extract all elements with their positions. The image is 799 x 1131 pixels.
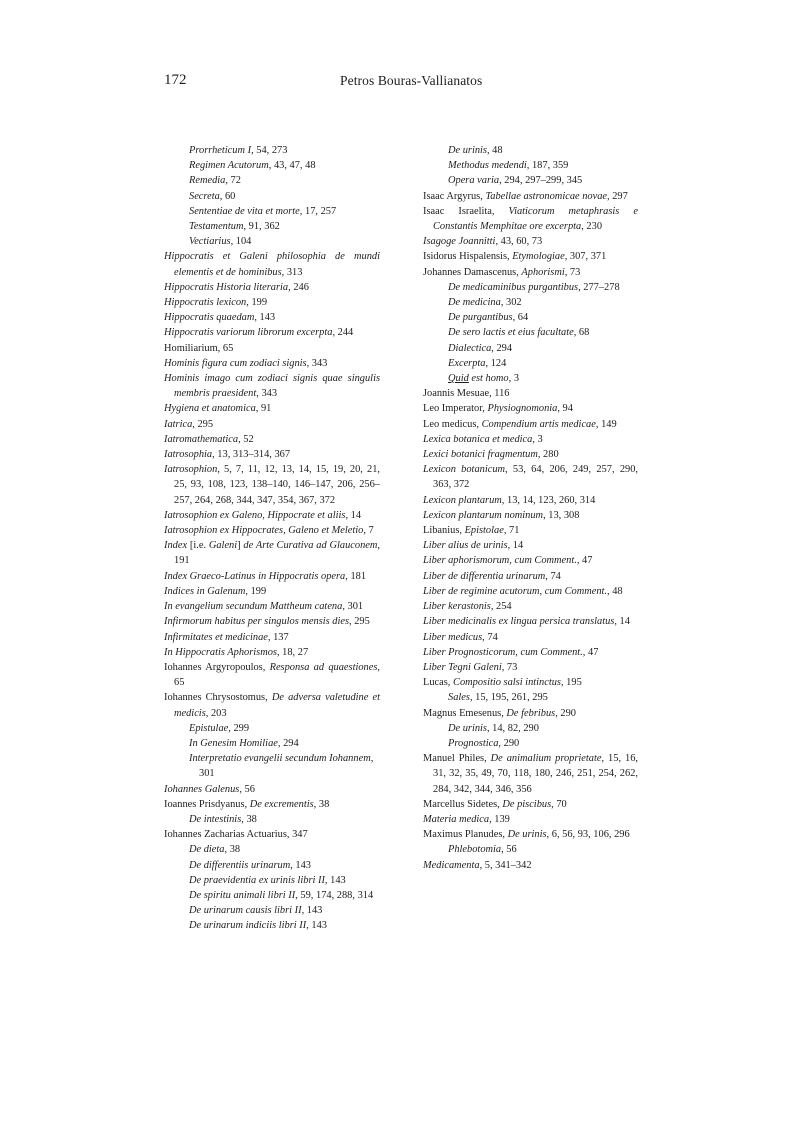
- entry-text: , 187, 359: [526, 160, 569, 172]
- entry-title-text: Medicamenta: [423, 859, 480, 871]
- entry-title-text: Hippocratis et Galeni philosophia de mundi elementis et de hominibus: [164, 251, 380, 278]
- entry-text: , 60: [219, 190, 236, 202]
- entry-text: Marcellus Sidetes,: [423, 798, 503, 810]
- entry-title-text: De sero lactis et eius facultate: [448, 327, 574, 339]
- entry-text: , 15, 195, 261, 295: [469, 692, 548, 704]
- entry-title-text: Lexicon plantarum: [423, 494, 502, 506]
- entry-text: , 18, 27: [276, 646, 309, 658]
- index-subentry: [164, 234, 380, 249]
- entry-title-text: Sententiae de vita et morte: [189, 205, 300, 217]
- index-entry: [423, 234, 638, 249]
- index-entry: [423, 812, 638, 827]
- index-entry: [164, 249, 380, 279]
- entry-title-text: Epistulae: [189, 722, 229, 734]
- entry-title-text: Hygiena et anatomica: [164, 403, 256, 415]
- entry-title-text: De medicaminibus purgantibus: [448, 281, 579, 293]
- entry-title-text: Galeni: [208, 540, 238, 552]
- index-subentry: [423, 356, 638, 371]
- entry-title-text: Infirmitates et medicinae: [164, 631, 268, 643]
- entry-text: , 294, 297–299, 345: [499, 175, 583, 187]
- index-subentry: [164, 736, 380, 751]
- entry-title-text: Testamentum: [189, 221, 244, 233]
- index-entry: [423, 660, 638, 675]
- entry-title-text: De animalium proprietate: [490, 753, 602, 765]
- index-entry: [423, 523, 638, 538]
- entry-title-text: Iatrosophion: [164, 464, 218, 476]
- entry-text: , 143: [254, 312, 276, 324]
- entry-title-text: Opera varia: [448, 175, 500, 187]
- entry-text: , 3: [508, 373, 520, 385]
- entry-title-text: Interpretatio evangelii secundum Iohannem: [189, 753, 371, 765]
- entry-text: , 299: [228, 722, 250, 734]
- entry-title-text: est homo: [468, 373, 509, 385]
- entry-text: , 47: [576, 555, 593, 567]
- index-entry: [164, 827, 380, 842]
- entry-text: , 313: [281, 266, 303, 278]
- index-entry: [164, 371, 380, 401]
- entry-title-text: Aphorismi: [521, 266, 565, 278]
- index-entry: [164, 310, 380, 325]
- entry-title-text: Liber medicus: [423, 631, 483, 643]
- entry-title-text: Hippocratis quaedam: [164, 312, 255, 324]
- entry-title-text: Excerpta: [448, 357, 486, 369]
- entry-text: , 295: [349, 616, 370, 628]
- entry-title-text: De urinarum indiciis libri II: [189, 920, 307, 932]
- entry-text: , 74: [545, 570, 561, 582]
- index-entry: [164, 630, 380, 645]
- entry-title-text: Hominis imago cum zodiaci signis quae singulis membris praesident: [164, 373, 380, 400]
- entry-text: , 72: [225, 175, 241, 187]
- index-entry: [423, 858, 638, 873]
- entry-title-text: Responsa ad quaestiones: [269, 661, 378, 673]
- index-subentry: [164, 204, 380, 219]
- entry-text: Isaac Israelita,: [423, 205, 509, 217]
- entry-text: Iohannes Chrysostomus,: [164, 692, 272, 704]
- entry-text: , 7: [363, 525, 374, 537]
- entry-text: Lucas,: [423, 677, 454, 689]
- index-subentry: [164, 918, 380, 933]
- entry-text: , 38: [313, 798, 330, 810]
- entry-text: Libanius,: [423, 525, 465, 537]
- entry-text: , 70: [551, 798, 567, 810]
- index-entry: [164, 508, 380, 523]
- entry-text: , 56: [239, 783, 255, 795]
- entry-text: , 246: [288, 281, 309, 293]
- entry-text: , 143: [324, 874, 346, 886]
- index-entry: [164, 295, 380, 310]
- index-entry: [423, 706, 638, 721]
- entry-title-text: De dieta: [189, 844, 225, 856]
- index-subentry: [164, 173, 380, 188]
- entry-title-text: De praevidentia ex urinis libri II: [189, 874, 325, 886]
- index-column-right: [423, 143, 638, 873]
- index-entry: [423, 508, 638, 523]
- index-subentry: [423, 341, 638, 356]
- entry-text: , 290: [498, 737, 520, 749]
- entry-text: , 13, 308: [543, 509, 580, 521]
- entry-title-text: Lexici botanici fragmentum: [423, 449, 538, 461]
- entry-text: , 94: [557, 403, 573, 415]
- entry-title-text: Hippocratis variorum librorum excerpta: [164, 327, 333, 339]
- index-entry: [423, 827, 638, 842]
- entry-title-text: De adversa valetudine et medicis: [174, 692, 380, 719]
- entry-title-text: De medicina: [448, 297, 501, 309]
- entry-title-text: Phlebotomia: [448, 844, 502, 856]
- entry-text: , 5, 7, 11, 12, 13, 14, 15, 19, 20, 21, 25, 93, 108, 123, 138–140, 146–147, 206, 256–257, 264, 268, 344, 347, 354, 367, 372: [174, 464, 380, 506]
- entry-text: , 38: [224, 844, 241, 856]
- entry-text: Leo medicus,: [423, 418, 482, 430]
- entry-text: , 43, 60, 73: [495, 236, 543, 248]
- entry-text: , 295: [192, 418, 214, 430]
- entry-text: , 14, 82, 290: [486, 722, 539, 734]
- entry-text: , 48: [486, 145, 503, 156]
- entry-title-text: Compendium artis medicae: [481, 418, 596, 430]
- index-entry: [423, 204, 638, 234]
- entry-title-text: Hippocratis lexicon: [164, 297, 247, 309]
- index-entry: [423, 447, 638, 462]
- entry-text: , 195: [560, 677, 582, 689]
- entry-title-text: Quid: [448, 373, 469, 385]
- entry-title-text: In evangelium secundum Mattheum catena: [164, 601, 343, 613]
- entry-text: Iohannes Argyropoulos,: [164, 661, 270, 673]
- index-entry: [164, 523, 380, 538]
- index-entry: [164, 690, 380, 720]
- entry-title-text: Index Graeco-Latinus in Hippocratis opera: [164, 570, 346, 582]
- index-subentry: [164, 842, 380, 857]
- entry-text: , 13, 313–314, 367: [212, 449, 291, 461]
- entry-text: , 47: [582, 646, 599, 658]
- index-entry: [423, 265, 638, 280]
- entry-title-text: Secreta: [189, 190, 220, 202]
- index-subentry: [423, 173, 638, 188]
- index-entry: [423, 599, 638, 614]
- entry-text: , 73: [564, 266, 581, 278]
- entry-text: , 199: [245, 585, 267, 597]
- entry-title-text: Liber kerastonis: [423, 601, 491, 613]
- entry-title-text: Physiognomonia: [487, 403, 558, 415]
- index-subentry: [164, 812, 380, 827]
- entry-text: , 199: [246, 297, 268, 309]
- index-entry: [423, 249, 638, 264]
- entry-title-text: Epistolae: [464, 525, 504, 537]
- index-entry: [164, 325, 380, 340]
- index-subentry: [164, 858, 380, 873]
- index-entry: [423, 797, 638, 812]
- entry-text: , 301: [342, 601, 364, 613]
- index-subentry: [423, 280, 638, 295]
- entry-text: , 52: [238, 433, 254, 445]
- index-entry: [423, 584, 638, 599]
- index-entry: [423, 614, 638, 629]
- entry-title-text: Iatrosophion ex Hippocrates, Galeno et Meletio: [164, 525, 364, 537]
- entry-title-text: Vectiarius: [189, 236, 231, 248]
- index-subentry: [423, 690, 638, 705]
- entry-text: , 301: [199, 753, 374, 780]
- entry-text: , 14: [507, 540, 524, 552]
- entry-title-text: Materia medica: [423, 813, 490, 825]
- index-entry: [423, 675, 638, 690]
- entry-text: , 68: [573, 327, 590, 339]
- running-head: Petros Bouras-Vallianatos: [340, 73, 483, 88]
- index-entry: [164, 432, 380, 447]
- entry-text: , 17, 257: [299, 205, 337, 217]
- index-entry: [164, 447, 380, 462]
- entry-text: , 307, 371: [564, 251, 607, 263]
- index-subentry: [423, 325, 638, 340]
- entry-title-text: De piscibus: [502, 798, 552, 810]
- index-entry: [423, 189, 638, 204]
- index-entry: [164, 645, 380, 660]
- index-subentry: [164, 873, 380, 888]
- entry-title-text: De urinis: [448, 722, 487, 734]
- entry-text: , 203: [205, 707, 227, 719]
- entry-text: , 277–278: [578, 281, 620, 293]
- entry-title-text: Indices in Galenum: [164, 585, 246, 597]
- entry-title-text: Iatrosophion ex Galeno, Hippocrate et aliis: [164, 509, 346, 521]
- entry-title-text: De febribus: [506, 707, 556, 719]
- entry-title-text: Iohannes Galenus: [164, 783, 240, 795]
- entry-text: , 343: [256, 388, 278, 400]
- entry-title-text: Regimen Acutorum: [189, 160, 269, 172]
- entry-text: , 297: [607, 190, 628, 202]
- entry-text: , 244: [332, 327, 354, 339]
- entry-title-text: Sales: [448, 692, 470, 704]
- entry-text: Isaac Argyrus,: [423, 190, 486, 202]
- entry-title-text: Dialectica: [448, 342, 492, 354]
- entry-text: , 56: [501, 844, 517, 856]
- entry-title-text: Lexicon botanicum: [423, 464, 506, 476]
- entry-text: Leo Imperator,: [423, 403, 488, 415]
- entry-title-text: Liber medicinalis ex lingua persica translatus: [423, 616, 615, 628]
- index-subentry: [164, 721, 380, 736]
- entry-text: , 14: [345, 509, 362, 521]
- entry-title-text: Index: [164, 540, 188, 552]
- index-entry: [164, 341, 380, 356]
- entry-text: , 54, 273: [251, 145, 288, 156]
- entry-title-text: Liber alius de urinis: [423, 540, 508, 552]
- index-subentry: [164, 751, 380, 781]
- index-entry: [423, 569, 638, 584]
- index-entry: [423, 645, 638, 660]
- entry-title-text: De spiritu animali libri II: [189, 889, 296, 901]
- entry-text: , 59, 174, 288, 314: [295, 889, 374, 901]
- index-subentry: [423, 295, 638, 310]
- entry-title-text: Lexicon plantarum nominum: [423, 509, 544, 521]
- index-entry: [423, 553, 638, 568]
- entry-title-text: Hominis figura cum zodiaci signis: [164, 357, 307, 369]
- entry-text: Iohannes Zacharias Actuarius, 347: [164, 829, 308, 841]
- entry-title-text: De intestinis: [189, 813, 242, 825]
- entry-text: , 65: [174, 661, 380, 689]
- entry-title-text: Prorrheticum I: [189, 145, 252, 156]
- entry-text: , 124: [485, 357, 507, 369]
- entry-title-text: Infirmorum habitus per singulos mensis dies: [164, 616, 350, 628]
- index-subentry: [164, 158, 380, 173]
- entry-title-text: In Hippocratis Aphorismos: [164, 646, 277, 658]
- entry-text: , 181: [345, 570, 367, 582]
- index-entry: [164, 782, 380, 797]
- entry-title-text: Liber aphorismorum, cum Comment.: [423, 555, 577, 567]
- entry-text: , 71: [503, 525, 520, 537]
- index-subentry: [164, 903, 380, 918]
- index-entry: [164, 797, 380, 812]
- index-entry: [164, 538, 380, 568]
- entry-title-text: Liber de regimine acutorum, cum Comment.: [423, 585, 608, 597]
- entry-title-text: Liber Tegni Galeni: [423, 661, 502, 673]
- index-entry: [423, 386, 638, 401]
- entry-title-text: Remedia: [189, 175, 226, 187]
- entry-title-text: Iatrica: [164, 418, 193, 430]
- entry-text: , 191: [174, 540, 381, 567]
- index-entry: [423, 630, 638, 645]
- index-subentry: [423, 310, 638, 325]
- entry-text: , 149: [595, 418, 617, 430]
- entry-text: , 5, 341–342: [479, 859, 532, 871]
- entry-title-text: Hippocratis Historia literaria: [164, 281, 289, 293]
- entry-text: , 294: [491, 342, 513, 354]
- entry-title-text: De purgantibus: [448, 312, 513, 324]
- index-entry: [164, 356, 380, 371]
- index-entry: [164, 401, 380, 416]
- entry-text: , 290: [555, 707, 576, 719]
- entry-title-text: Viaticorum metaphrasis e Constantis Memphitae ore excerpta: [433, 205, 638, 233]
- entry-title-text: de Arte Curativa ad Glauconem: [243, 540, 378, 552]
- entry-title-text: Isagoge Joannitti: [423, 236, 496, 248]
- page-number: 172: [164, 72, 187, 88]
- index-entry: [164, 660, 380, 690]
- index-entry: [164, 280, 380, 295]
- entry-text: , 230: [581, 221, 603, 233]
- entry-text: , 143: [301, 905, 323, 917]
- index-subentry: [423, 842, 638, 857]
- index-entry: [423, 493, 638, 508]
- entry-text: , 43, 47, 48: [268, 160, 316, 172]
- index-entry: [164, 599, 380, 614]
- entry-text: , 294: [277, 737, 299, 749]
- entry-text: , 13, 14, 123, 260, 314: [501, 494, 596, 506]
- index-entry: [164, 569, 380, 584]
- index-subentry: [164, 219, 380, 234]
- entry-title-text: Iatromathematica: [164, 433, 239, 445]
- entry-text: Manuel Philes,: [423, 753, 491, 765]
- entry-title-text: De differentiis urinarum: [189, 859, 291, 871]
- entry-text: Joannis Mesuae, 116: [423, 388, 510, 400]
- entry-title-text: Etymologiae: [512, 251, 565, 263]
- entry-text: , 143: [306, 920, 327, 932]
- index-subentry: [164, 189, 380, 204]
- index-subentry: [423, 143, 638, 158]
- entry-title-text: Liber Prognosticorum, cum Comment.: [423, 646, 583, 658]
- entry-text: , 15, 16, 31, 32, 35, 49, 70, 118, 180, 246, 251, 254, 262, 284, 342, 344, 346, 356: [433, 753, 638, 795]
- index-entry: [164, 462, 380, 508]
- entry-text: Magnus Emesenus,: [423, 707, 507, 719]
- entry-text: , 53, 64, 206, 249, 257, 290, 363, 372: [433, 464, 638, 491]
- entry-title-text: Lexica botanica et medica: [423, 433, 533, 445]
- entry-text: , 48: [607, 585, 623, 597]
- entry-title-text: De urinis: [448, 145, 487, 156]
- entry-text: , 343: [306, 357, 328, 369]
- entry-title-text: De urinarum causis libri II: [189, 905, 302, 917]
- entry-text: Maximus Planudes,: [423, 829, 508, 841]
- index-column-left: [164, 143, 380, 934]
- entry-text: , 73: [501, 661, 518, 673]
- index-entry: [164, 417, 380, 432]
- entry-title-text: De excrementis: [249, 798, 314, 810]
- entry-text: Isidorus Hispalensis,: [423, 251, 513, 263]
- entry-text: , 64: [512, 312, 529, 324]
- index-subentry: [423, 721, 638, 736]
- entry-text: , 143: [290, 859, 311, 871]
- entry-text: Homiliarium, 65: [164, 342, 234, 354]
- index-entry: [423, 432, 638, 447]
- entry-title-text: Compositio salsi intinctus: [453, 677, 561, 689]
- entry-text: , 254: [490, 601, 512, 613]
- entry-text: , 38: [241, 813, 257, 825]
- index-entry: [423, 417, 638, 432]
- entry-text: [i.e.: [187, 540, 209, 552]
- entry-text: , 91: [255, 403, 272, 415]
- entry-text: , 91, 362: [243, 221, 280, 233]
- entry-text: Ioannes Prisdyanus,: [164, 798, 250, 810]
- entry-text: , 3: [532, 433, 543, 445]
- entry-text: Johannes Damascenus,: [423, 266, 522, 278]
- entry-title-text: Tabellae astronomicae novae: [485, 190, 608, 202]
- entry-text: , 14: [614, 616, 630, 628]
- index-entry: [423, 462, 638, 492]
- index-entry: [164, 614, 380, 629]
- index-entry: [423, 401, 638, 416]
- entry-title-text: Iatrosophia: [164, 449, 213, 461]
- entry-text: ]: [237, 540, 244, 552]
- index-subentry: [423, 158, 638, 173]
- index-subentry: [423, 736, 638, 751]
- entry-title-text: Prognostica: [448, 737, 499, 749]
- entry-title-text: Liber de differentia urinarum: [423, 570, 546, 582]
- entry-text: , 137: [267, 631, 289, 643]
- entry-text: , 74: [482, 631, 498, 643]
- entry-text: , 280: [537, 449, 559, 461]
- entry-text: , 104: [230, 236, 252, 248]
- entry-text: , 6, 56, 93, 106, 296: [546, 829, 630, 841]
- index-subentry: [423, 371, 638, 386]
- index-subentry: [164, 143, 380, 158]
- index-entry: [423, 538, 638, 553]
- entry-text: , 302: [500, 297, 522, 309]
- entry-text: , 139: [489, 813, 510, 825]
- index-entry: [423, 751, 638, 797]
- index-subentry: [164, 888, 380, 903]
- index-entry: [164, 584, 380, 599]
- entry-title-text: In Genesim Homiliae: [189, 737, 278, 749]
- entry-title-text: De urinis: [507, 829, 547, 841]
- entry-title-text: Methodus medendi: [448, 160, 527, 172]
